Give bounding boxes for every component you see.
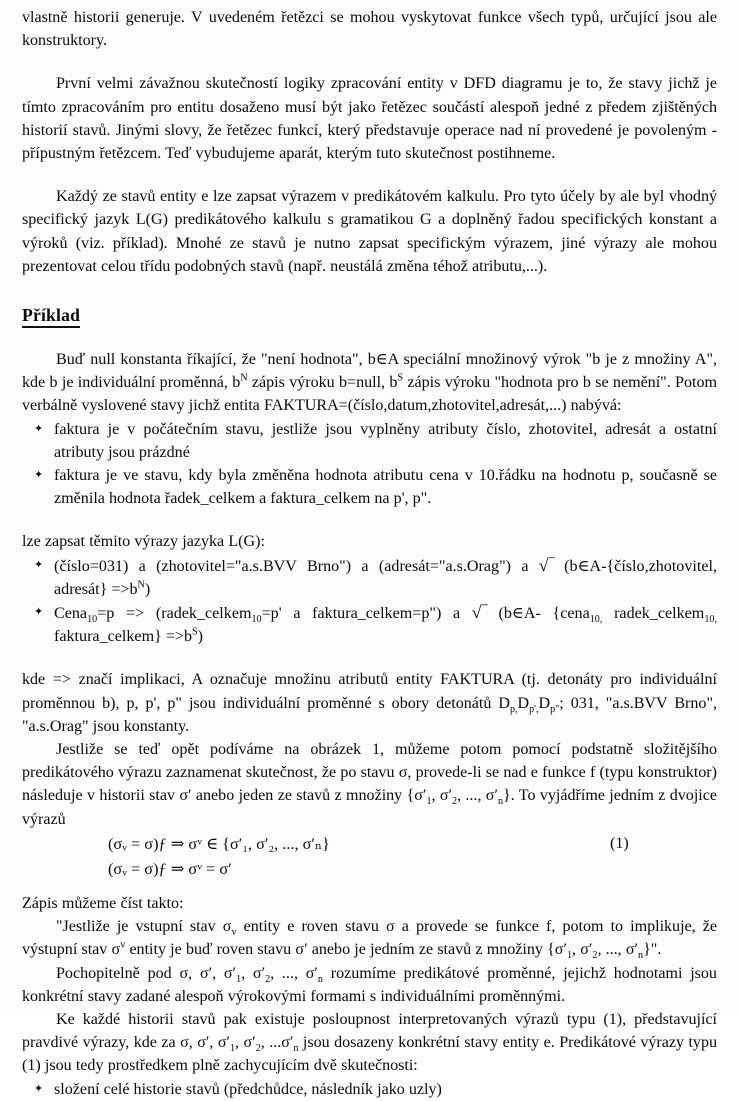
poch-run3: , ..., σ′: [270, 964, 318, 982]
formula-set-end: ): [197, 628, 204, 646]
quote-run4: , σ′: [572, 941, 593, 959]
kekazde-run4: jsou dosazeny konkrétní stavy entity e. Predikátové výrazy typu (1) jsou tedy prostředkem plně zachycujícím dvě skutečnosti:: [22, 1034, 717, 1075]
paragraph-kde-notes: [22, 668, 717, 738]
equation-1-line: [22, 831, 717, 856]
forall-quantifier-icon: √‾: [538, 555, 555, 575]
formula-set-mid: radek_celkem: [602, 605, 705, 623]
equation-1-number: (1): [610, 834, 629, 852]
jestlize-run1: Jestliže se teď opět podíváme na obrázek 1, můžeme potom pomocí podstatně složitějšího predikátového výrazu zaznamenat skutečnost, že po stavu σ, provede-li se nad e funkce f (typu konstruktor) následuje v historii stav σ′ anebo jeden ze stavů z množiny {σ′: [22, 741, 717, 805]
formula-set-tail: faktura_celkem} =>b: [54, 628, 193, 646]
spacer: [22, 881, 717, 892]
diamond-bullet-icon: ✦: [34, 469, 44, 482]
subscript-v: v: [231, 927, 237, 939]
kde-run1: kde => značí implikaci, A označuje množinu atributů entity FAKTURA (tj. detonáty pro individuální proměnnou b), p, p', p" jsou individuální proměnné s obory detonátů D: [22, 671, 717, 712]
subscript-ten: 10: [87, 614, 98, 626]
list-item-label: složení celé historie stavů (předchůdce, následník jako uzly): [54, 1080, 442, 1098]
equation-2-expression: (σᵥ = σ)ƒ ⇒ σᵛ = σ′: [108, 858, 232, 878]
kekazde-run2: , σ′: [235, 1034, 256, 1052]
superscript-n: N: [137, 579, 145, 591]
poch-run2: , σ′: [241, 964, 266, 982]
paragraph-kekazde: [22, 1008, 717, 1078]
subscript-ten: 10,: [589, 614, 603, 626]
spacer: [22, 510, 717, 530]
superscript-s: S: [397, 372, 404, 384]
paragraph-predicate-calculus: Každý ze stavů entity e lze zapsat výrazem v predikátovém kalkulu. Pro tyto účely by ale byl vhodný specifický jazyk L(G) predikátového kalkulu s gramatikou G a doplněný řadou specifických konstant a výroků (viz. příklad). Mnohé ze stavů je nutno zapsat specifickým výrazem, jiné výrazy ale mohou prezentovat celou třídu podobných stavů (např. neustálá změna téhož atributu,...).: [22, 188, 717, 275]
list-item: [22, 601, 717, 648]
formula-radek: =p => (radek_celkem: [97, 605, 252, 623]
paragraph-continuation: vlastně historii generuje. V uvedeném řetězci se mohou vyskytovat funkce všech typů, určující jsou ale konstruktory.: [22, 9, 717, 50]
formula-part3: ): [144, 580, 151, 598]
poch-run4: rozumíme predikátové proměnné, jejichž hodnotami jsou konkrétní stavy zadané alespoň výrokovými formami s individuálními proměnnými.: [22, 964, 717, 1005]
jestlize-run3: , ..., σ′: [457, 787, 498, 805]
kde-run3: D: [538, 694, 551, 712]
paragraph-jestlize-figure: [22, 738, 717, 831]
formula-celkem: =p' a faktura_celkem=p") a: [261, 605, 472, 623]
quote-run2: entity e roven stavu σ a provede se funkce f, potom to implikuje, že výstupní stav σ: [22, 918, 718, 959]
formula-part1: (číslo=031) a (zhotovitel="a.s.BVV Brno") a (adresát="a.s.Orag") a: [54, 557, 539, 575]
formula-set-pre: (b∈A- {cena: [486, 605, 590, 623]
section-heading-wrapper: [22, 304, 717, 328]
poch-run1: Pochopitelně pod σ, σ′, σ′: [56, 964, 237, 982]
kde-run4: ; 031, "a.s.BVV Brno", "a.s.Orag" jsou konstanty.: [22, 694, 717, 735]
spacer: [22, 52, 717, 72]
final-bullet-list: [22, 1078, 717, 1101]
formula-cena: Cena: [54, 605, 88, 623]
kekazde-run3: , ...σ′: [260, 1034, 294, 1052]
list-item: [22, 464, 717, 510]
superscript-n: N: [240, 372, 248, 384]
quote-run1: "Jestliže je vstupní stav σ: [56, 918, 232, 936]
example-intro-run3: zápis výroku b=null, b: [247, 374, 398, 392]
jestlize-run4: }. To vyjádříme jedním z dvojice výrazů: [22, 787, 717, 828]
subscript-p-prime: p',: [529, 703, 539, 715]
paragraph-dfd-logic: První velmi závažnou skutečností logiky zpracování entity v DFD diagramu je to, že stavy jichž je tímto zpracováním pro entitu dosaženo musí být jako řetězec součástí alespoň jedné z předem zjištěných historií stavů. Jinými slovy, že řetězec funkcí, který představuje operace nad ní provedené je povoleným - přípustným řetězcem. Teď vybudujeme aparát, kterým tuto skutečnost postihneme.: [22, 75, 717, 163]
equation-1-expression: (σᵥ = σ)ƒ ⇒ σᵛ ∈ {σ′₁, σ′₂, ..., σ′ₙ}: [108, 833, 330, 853]
paragraph-reading-intro: Zápis můžeme číst takto:: [22, 894, 184, 912]
paragraph-example-intro: [22, 348, 717, 418]
subscript-2: 2: [592, 950, 598, 962]
quote-run5: , ..., σ′: [597, 941, 639, 959]
spacer: [22, 328, 717, 348]
list-item-label: faktura je ve stavu, kdy byla změněna hodnota atributu cena v 10.řádku na hodnotu p, současně se změnila hodnota řadek_celkem a faktura_celkem na p', p".: [54, 467, 717, 508]
subscript-n: n: [293, 1043, 299, 1055]
subscript-n: n: [638, 950, 644, 962]
superscript-v: v: [120, 939, 126, 951]
forall-quantifier-icon: √‾: [471, 603, 488, 623]
equation-2-line: [22, 856, 717, 881]
list-item: [22, 418, 717, 464]
example-intro-run4: zápis výroku "hodnota pro b se nemění". Potom verbálně vyslovené stavy jichž entita FAKTURA=(číslo,datum,zhotovitel,adresát,...) nabývá:: [22, 374, 717, 415]
paragraph-pochopitelne: [22, 962, 717, 1008]
paragraph-quoted-reading: [22, 915, 717, 961]
subscript-1: 1: [566, 950, 573, 962]
subscript-ten: 10,: [704, 614, 717, 626]
example-intro-run2: A speciální množinový výrok "b je z množiny A", kde b je individuální proměnná, b: [22, 351, 718, 392]
page-title: Příklad: [22, 304, 80, 328]
subscript-1: 1: [426, 796, 432, 808]
formula-part2: (b∈A-{číslo,zhotovitel, adresát} =>b: [54, 557, 717, 598]
example-intro-run1: Buď null konstanta říkající, že "není hodnota", b: [56, 351, 376, 369]
subscript-p-dprime: p": [550, 703, 560, 715]
list-item-label: faktura je v počátečním stavu, jestliže jsou vyplněny atributy číslo, zhotovitel, adresát a ostatní atributy jsou prázdné: [54, 420, 717, 461]
subscript-n: n: [317, 973, 323, 985]
spacer: [22, 278, 717, 304]
element-of-icon: ∈: [375, 351, 388, 369]
example-state-bullet-list: [22, 418, 717, 511]
paragraph-lg-intro: lze zapsat těmito výrazy jazyka L(G):: [22, 533, 265, 551]
superscript-s: S: [192, 626, 198, 638]
numbered-equation-block: [22, 831, 717, 881]
spacer: [22, 648, 717, 668]
kde-run2: D: [517, 694, 530, 712]
quote-run3: entity je buď roven stavu σ′ anebo je jedním ze stavů z množiny {σ′: [125, 941, 567, 959]
subscript-1: 1: [236, 973, 242, 985]
diamond-bullet-icon: ✦: [34, 1082, 44, 1095]
lg-formula-list: [22, 554, 717, 649]
spacer: [22, 165, 717, 185]
subscript-1: 1: [230, 1043, 236, 1055]
subscript-2: 2: [452, 796, 458, 808]
subscript-ten: 10: [251, 614, 262, 626]
list-item: [22, 554, 717, 601]
subscript-n: n: [497, 796, 504, 808]
diamond-bullet-icon: ✦: [34, 606, 44, 619]
subscript-2: 2: [255, 1043, 261, 1055]
diamond-bullet-icon: ✦: [34, 422, 44, 435]
subscript-p: p,: [509, 703, 518, 715]
list-item: [22, 1078, 717, 1101]
kekazde-run1: Ke každé historii stavů pak existuje posloupnost interpretovaných výrazů typu (1), představující pravdivé výrazy, kde za σ, σ′, σ′: [22, 1010, 717, 1052]
subscript-2: 2: [265, 973, 271, 985]
jestlize-run2: , σ′: [431, 787, 453, 805]
quote-run6: }".: [643, 941, 662, 959]
diamond-bullet-icon: ✦: [34, 558, 44, 571]
